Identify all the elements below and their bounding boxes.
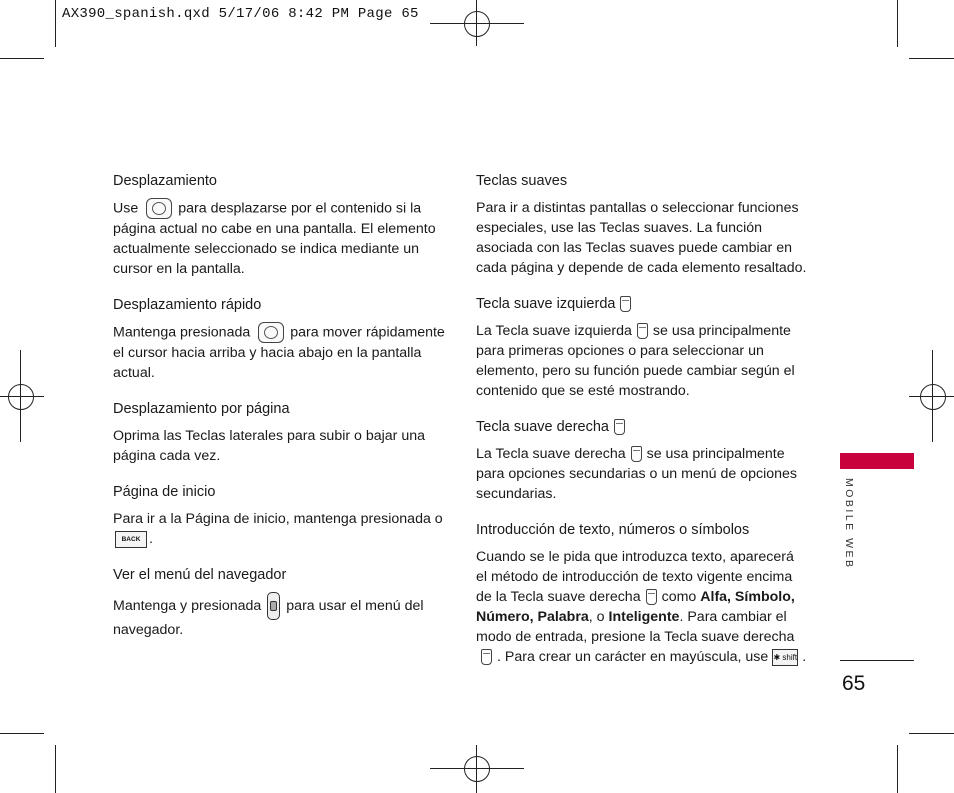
page-number-rule <box>840 660 914 661</box>
section-menu-navegador <box>113 565 448 640</box>
body-text: para usar el menú del navegador. <box>113 597 424 638</box>
body-text: como <box>661 589 697 605</box>
section-body <box>113 592 448 640</box>
section-heading <box>476 417 808 437</box>
back-key-icon: BACK <box>115 531 147 548</box>
body-text: se usa principalmente para primeras opciones o para seleccionar un elemento, pero su función puede cambiar según el contenido que se esté mostrando. <box>476 323 795 399</box>
section-body <box>476 444 808 504</box>
section-body <box>476 321 808 401</box>
section-introduccion-texto <box>476 520 808 667</box>
heading-text: Tecla suave izquierda <box>476 296 616 312</box>
right-column <box>476 171 808 683</box>
right-soft-key-icon <box>631 446 642 462</box>
section-heading <box>476 294 808 314</box>
right-soft-key-icon <box>646 589 657 605</box>
body-text: La Tecla suave izquierda <box>476 323 632 339</box>
section-body <box>113 509 448 549</box>
print-slug: AX390_spanish.qxd 5/17/06 8:42 PM Page 65 <box>62 6 419 22</box>
side-key-icon <box>267 592 280 620</box>
section-heading: Desplazamiento <box>113 173 217 189</box>
star-shift-key-icon: ✱ shift <box>772 649 798 666</box>
section-pagina-inicio <box>113 482 448 549</box>
body-text: Mantenga presionada <box>113 324 251 341</box>
section-tecla-izquierda <box>476 294 808 401</box>
right-soft-key-icon <box>614 419 625 435</box>
body-text: . <box>149 531 153 547</box>
section-body <box>476 547 808 667</box>
section-heading: Desplazamiento por página <box>113 401 290 417</box>
body-text: La Tecla suave derecha <box>476 446 626 462</box>
body-text: , o <box>588 609 605 625</box>
mode-name: Inteligente <box>608 609 680 625</box>
section-body: Oprima las Teclas laterales para subir o bajar una página cada vez. <box>113 428 426 464</box>
body-text: Mantenga y presionada <box>113 597 262 614</box>
nav-key-icon <box>258 322 284 343</box>
body-text: Para ir a la Página de inicio, mantenga presionada o <box>113 511 443 527</box>
section-body: Para ir a distintas pantallas o seleccionar funciones especiales, use las Teclas suaves. La función asociada con las Teclas suaves puede cambiar en cada página y depende de cada elemento resaltado. <box>476 200 807 276</box>
section-tecla-derecha <box>476 417 808 504</box>
section-teclas-suaves <box>476 171 808 278</box>
section-heading: Página de inicio <box>113 484 216 500</box>
body-text: se usa principalmente para opciones secundarias o un menú de opciones secundarias. <box>476 446 798 502</box>
mode-names: Alfa, Símbolo, Número, Palabra <box>476 589 795 625</box>
body-text: . Para cambiar el modo de entrada, presione la Tecla suave derecha <box>476 609 795 645</box>
section-heading: Introducción de texto, números o símbolos <box>476 522 750 538</box>
heading-text: Tecla suave derecha <box>476 419 609 435</box>
right-soft-key-icon <box>481 649 492 665</box>
section-heading: Teclas suaves <box>476 173 568 189</box>
body-text: para desplazarse por el contenido si la página actual no cabe en una pantalla. El elemento actualmente seleccionado se indica mediante un cursor en la pantalla. <box>113 200 436 277</box>
section-body <box>113 198 448 279</box>
body-text: . <box>802 649 807 665</box>
section-desplazamiento-rapido <box>113 295 448 383</box>
section-heading: Desplazamiento rápido <box>113 297 262 313</box>
section-desplazamiento <box>113 171 448 279</box>
body-text: . Para crear un carácter en mayúscula, use <box>497 649 769 665</box>
section-desplazamiento-pagina <box>113 399 448 466</box>
left-column <box>113 171 448 656</box>
body-text: para mover rápidamente el cursor hacia arriba y hacia abajo en la pantalla actual. <box>113 324 445 381</box>
section-tab-label: MOBILE WEB <box>843 478 855 570</box>
body-text: Cuando se le pida que introduzca texto, aparecerá el método de introducción de texto vigente encima de la Tecla suave derecha <box>476 549 794 605</box>
body-text: Use <box>113 200 139 217</box>
left-soft-key-icon <box>637 323 648 339</box>
nav-key-icon <box>146 198 172 219</box>
left-soft-key-icon <box>620 296 631 312</box>
section-heading: Ver el menú del navegador <box>113 567 287 583</box>
section-body <box>113 322 448 383</box>
section-accent-bar <box>840 453 914 469</box>
page-number: 65 <box>842 672 866 695</box>
